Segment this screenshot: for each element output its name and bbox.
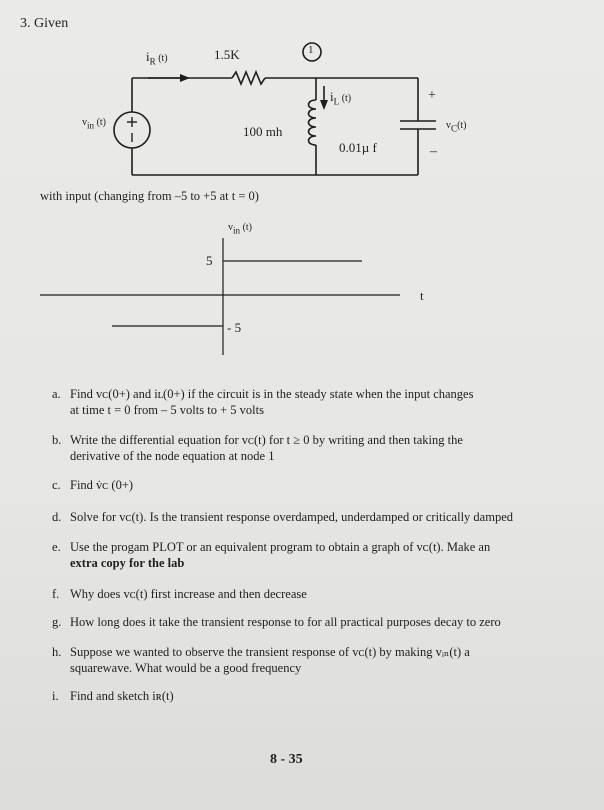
page-number: 8 - 35 bbox=[270, 752, 303, 767]
input-graph bbox=[40, 238, 400, 355]
resistor-value: 1.5K bbox=[214, 47, 240, 62]
il-arrow-head bbox=[320, 100, 328, 110]
ir-label: $i_R$ (t) bbox=[146, 49, 168, 67]
input-description: with input (changing from –5 to +5 at t = 0) bbox=[40, 189, 259, 203]
vc-label: $v_C(t)$ bbox=[446, 120, 467, 134]
node-number: 1 bbox=[308, 44, 314, 56]
vin-label: $v_{in}$ (t) bbox=[82, 117, 107, 131]
question-c: c. Find v̇ᴄ (0+) bbox=[52, 478, 134, 492]
question-a: a. Find vᴄ(0+) and iʟ(0+) if the circuit is in the steady state when the input changes at time t = 0 from – 5 volts to + 5 volts bbox=[52, 387, 474, 417]
question-e: e. Use the progam PLOT or an equivalent program to obtain a graph of vᴄ(t). Make an extra copy for the lab bbox=[52, 540, 491, 570]
vc-plus-sign: + bbox=[428, 88, 436, 103]
question-g: g. How long does it take the transient response to for all practical purposes decay to zero bbox=[52, 615, 501, 629]
question-b: b. Write the differential equation for vᴄ(t) for t ≥ 0 by writing and then taking the derivative of the node equation at node 1 bbox=[52, 433, 463, 463]
question-d: d. Solve for vᴄ(t). Is the transient response overdamped, underdamped or critically damped bbox=[52, 510, 513, 524]
inductor-value: 100 mh bbox=[243, 124, 283, 139]
problem-number: 3. Given bbox=[20, 16, 69, 31]
question-h: h. Suppose we wanted to observe the transient response of vᴄ(t) by making vᵢₙ(t) a squarewave. What would be a good frequency bbox=[52, 645, 470, 675]
graph-t-label: t bbox=[420, 288, 424, 303]
question-i: i. Find and sketch iʀ(t) bbox=[52, 689, 174, 703]
vc-minus-sign: – bbox=[430, 144, 437, 159]
question-f: f. Why does vᴄ(t) first increase and then decrease bbox=[52, 587, 307, 601]
graph-vin-label: $v_{in}$ (t) bbox=[228, 222, 253, 236]
resistor-symbol bbox=[232, 72, 265, 84]
inductor-symbol bbox=[309, 100, 317, 145]
il-label: $i_L$ (t) bbox=[330, 89, 352, 107]
ir-arrow-head bbox=[180, 74, 190, 82]
graph-plus-level: 5 bbox=[206, 253, 213, 268]
capacitor-value: 0.01µ f bbox=[339, 140, 377, 155]
graph-minus-level: - 5 bbox=[227, 320, 242, 335]
